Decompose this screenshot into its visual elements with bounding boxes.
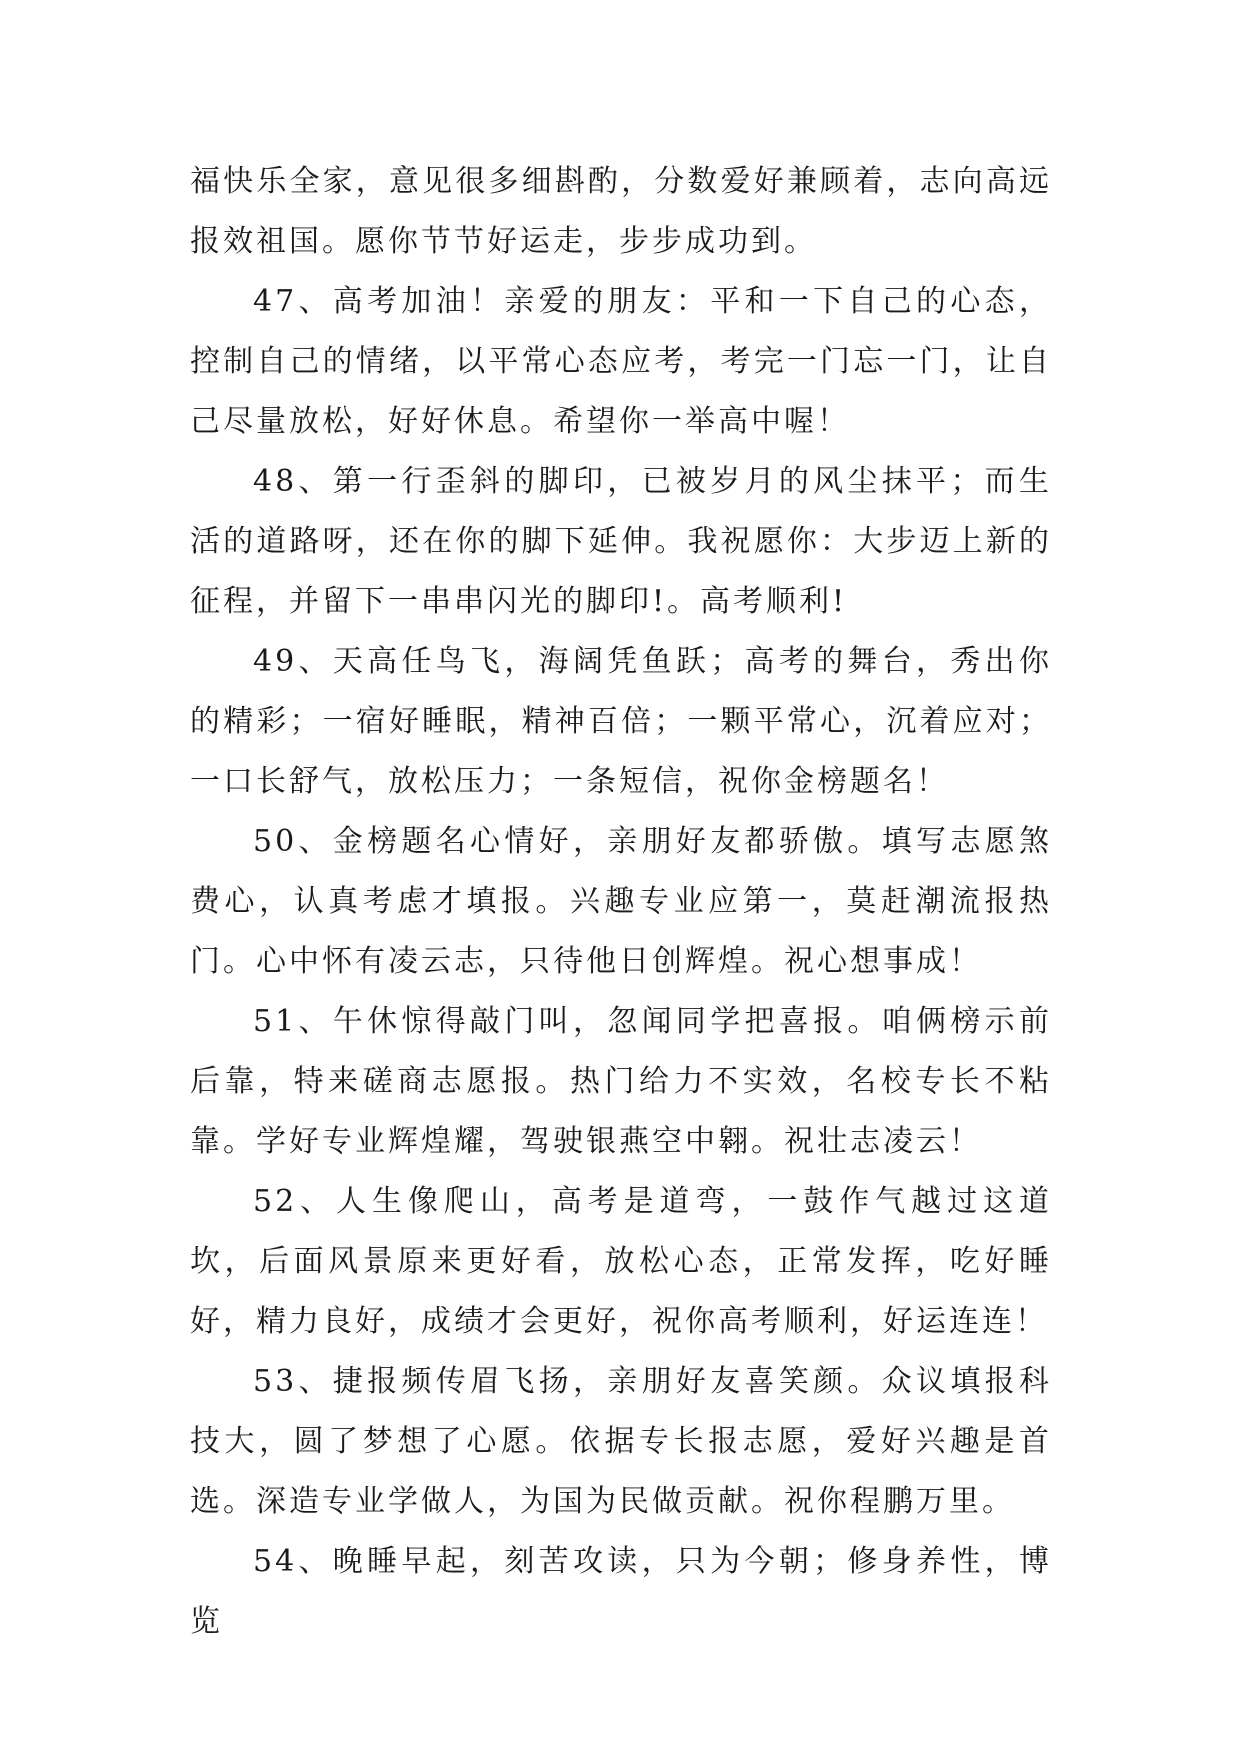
paragraph-50: 50、金榜题名心情好，亲朋好友都骄傲。填写志愿煞费心，认真考虑才填报。兴趣专业应第一，莫赶潮流报热门。心中怀有凌云志，只待他日创辉煌。祝心想事成！ [190, 824, 1052, 979]
paragraph-48: 48、第一行歪斜的脚印，已被岁月的风尘抹平；而生活的道路呀，还在你的脚下延伸。我祝愿你：大步迈上新的征程，并留下一串串闪光的脚印!。高考顺利! [190, 464, 1052, 619]
paragraph-continuation: 福快乐全家，意见很多细斟酌，分数爱好兼顾着，志向高远报效祖国。愿你节节好运走，步步成功到。 [190, 164, 1052, 259]
paragraph-54: 54、晚睡早起，刻苦攻读，只为今朝；修身养性，博览 [190, 1544, 1052, 1639]
document-body [190, 152, 1052, 1652]
paragraph-47: 47、高考加油！亲爱的朋友：平和一下自己的心态，控制自己的情绪，以平常心态应考，考完一门忘一门，让自己尽量放松，好好休息。希望你一举高中喔！ [190, 284, 1052, 439]
paragraph-52: 52、人生像爬山，高考是道弯，一鼓作气越过这道坎，后面风景原来更好看，放松心态，正常发挥，吃好睡好，精力良好，成绩才会更好，祝你高考顺利，好运连连！ [190, 1184, 1052, 1339]
paragraph-53: 53、捷报频传眉飞扬，亲朋好友喜笑颜。众议填报科技大，圆了梦想了心愿。依据专长报志愿，爱好兴趣是首选。深造专业学做人，为国为民做贡献。祝你程鹏万里。 [190, 1364, 1052, 1519]
paragraph-51: 51、午休惊得敲门叫，忽闻同学把喜报。咱俩榜示前后靠，特来磋商志愿报。热门给力不实效，名校专长不粘靠。学好专业辉煌耀，驾驶银燕空中翱。祝壮志凌云！ [190, 1004, 1052, 1159]
paragraph-49: 49、天高任鸟飞，海阔凭鱼跃；高考的舞台，秀出你的精彩；一宿好睡眠，精神百倍；一颗平常心，沉着应对；一口长舒气，放松压力；一条短信，祝你金榜题名！ [190, 644, 1052, 799]
